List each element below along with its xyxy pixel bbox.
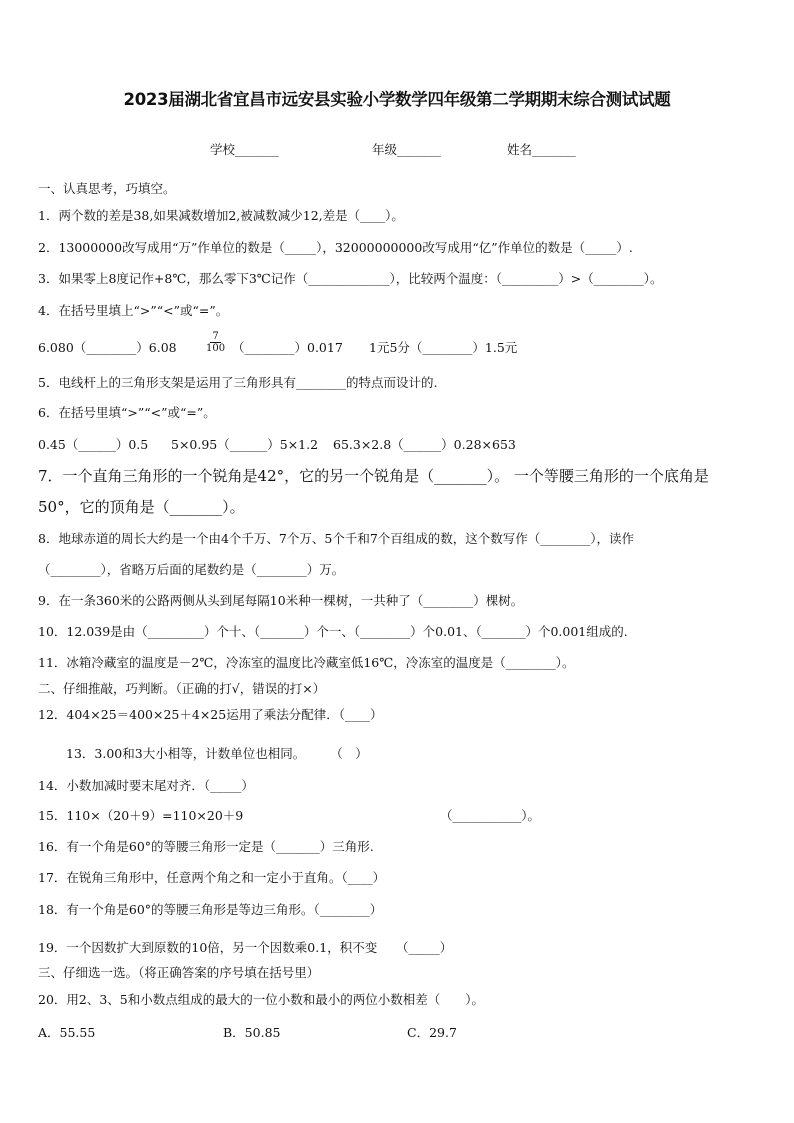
question-7-line-1: 7．一个直角三角形的一个锐角是42°，它的另一个锐角是（_______）。 一个等腰三角形的一个底角是 (38, 467, 709, 485)
question-13: 13．3.00和3大小相等，计数单位也相同。 （ ） (66, 746, 368, 761)
question-7-line-2: 50°，它的顶角是（_______）。 (38, 498, 245, 516)
name-field: 姓名_______ (507, 142, 576, 157)
q4-item-c: 1元5分（________）1.5元 (369, 340, 518, 355)
question-17: 17．在锐角三角形中，任意两个角之和一定小于直角。（____） (38, 870, 386, 885)
fraction-denominator: 100 (206, 343, 226, 354)
question-18: 18．有一个角是60°的等腰三角形是等边三角形。（________） (38, 902, 383, 917)
option-a: A．55.55 (38, 1025, 96, 1040)
q4-fraction (202, 331, 229, 354)
q6-item-c: 65.3×2.8（______）0.28×653 (333, 437, 516, 452)
question-3: 3．如果零上8度记作+8℃，那么零下3℃记作（_____________），比较两个温度：（_________）>（________）。 (38, 271, 663, 286)
option-c: C．29.7 (407, 1025, 457, 1040)
q4-item-b: （________）0.017 (232, 340, 343, 355)
q6-item-b: 5×0.95（______）5×1.2 (171, 437, 319, 452)
question-20: 20．用2、3、5和小数点组成的最大的一位小数和最小的两位小数相差（ ）。 (38, 992, 485, 1007)
question-6: 6．在括号里填“>”“<”或“=”。 (38, 405, 216, 420)
question-16: 16．有一个角是60°的等腰三角形一定是（_______）三角形. (38, 839, 374, 854)
school-field: 学校_______ (210, 142, 279, 157)
question-14: 14．小数加减时要末尾对齐．（_____） (38, 778, 254, 793)
fraction-7-100 (206, 331, 225, 354)
section-heading-fill-in: 一、认真思考，巧填空。 (38, 181, 176, 196)
grade-field: 年级_______ (372, 142, 441, 157)
section-heading-choice: 三、仔细选一选。（将正确答案的序号填在括号里） (38, 965, 320, 980)
question-5: 5．电线杆上的三角形支架是运用了三角形具有________的特点而设计的. (38, 375, 438, 390)
question-10: 10．12.039是由（_________）个十、（_______）个一、（________）个0.01、（_______）个0.001组成的. (38, 624, 628, 639)
q15-answer-blank: （___________）。 (440, 808, 541, 823)
q15-expression: 15．110×（20＋9）=110×20＋9 (38, 808, 244, 823)
question-12: 12．404×25＝400×25＋4×25运用了乘法分配律．（____） (38, 707, 383, 722)
question-11: 11．冰箱冷藏室的温度是－2℃，冷冻室的温度比冷藏室低16℃，冷冻室的温度是（________）。 (38, 655, 575, 670)
page-title: 2023届湖北省宜昌市远安县实验小学数学四年级第二学期期末综合测试试题 (123, 90, 671, 109)
question-1: 1．两个数的差是38,如果减数增加2,被减数减少12,差是（____）。 (38, 208, 404, 223)
section-heading-judge: 二、仔细推敲，巧判断。（正确的打√，错误的打×） (38, 681, 326, 696)
question-8-line-2: （________），省略万后面的尾数约是（________）万。 (38, 562, 345, 577)
question-4: 4．在括号里填上“>”“<”或“=”。 (38, 303, 229, 318)
fraction-numerator: 7 (212, 331, 219, 342)
question-9: 9．在一条360米的公路两侧从头到尾每隔10米种一棵树，一共种了（________）棵树。 (38, 593, 524, 608)
question-2: 2．13000000改写成用“万”作单位的数是（_____），32000000000改写成用“亿”作单位的数是（_____）. (38, 240, 633, 255)
q4-item-a: 6.080（________）6.08 (38, 340, 177, 355)
question-4-items (38, 331, 764, 359)
q6-item-a: 0.45（______）0.5 (38, 437, 149, 452)
question-8-line-1: 8．地球赤道的周长大约是一个由4个千万、7个万、5个千和7个百组成的数，这个数写作（________），读作 (38, 531, 635, 546)
question-19: 19．一个因数扩大到原数的10倍，另一个因数乘0.1，积不变 （_____） (38, 940, 453, 955)
option-b: B．50.85 (223, 1025, 281, 1040)
